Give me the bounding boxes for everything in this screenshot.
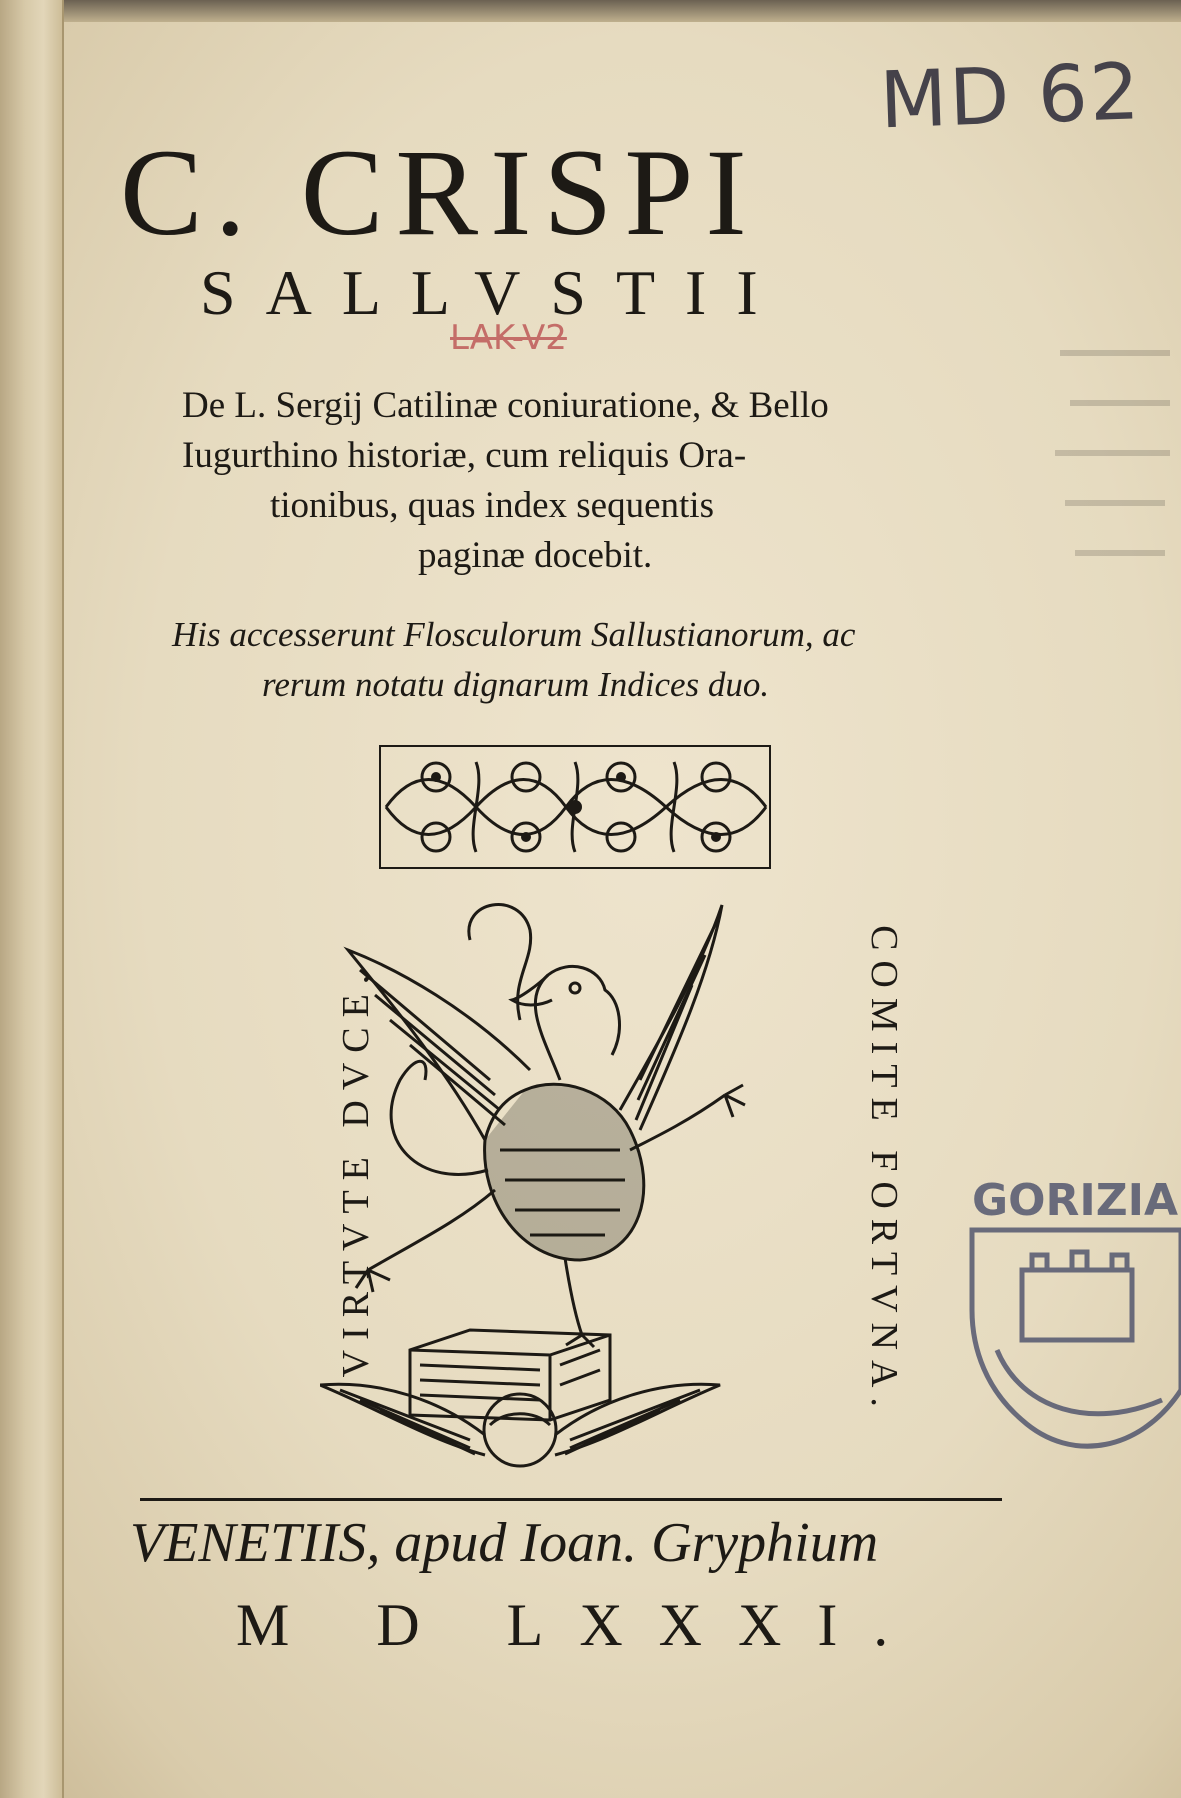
description-line: De L. Sergij Catilinæ coniuratione, & Bello — [182, 385, 829, 426]
book-top-edge — [0, 0, 1181, 22]
device-motto-right: COMITE FORTVNA. — [863, 925, 905, 1417]
device-motto-left: VIRTVTE DVCE, — [335, 964, 377, 1378]
imprint-line: VENETIIS, apud Ioan. Gryphium — [130, 1512, 879, 1574]
red-pencil-mark: LAK-V2 — [450, 318, 567, 358]
title-name-line: SALLVSTII — [200, 257, 788, 328]
griffin-printer-device — [320, 880, 820, 1470]
addition-line: His accesserunt Flosculorum Sallustianorum, ac — [172, 615, 856, 654]
library-stamp — [962, 1160, 1181, 1470]
description-line: paginæ docebit. — [418, 535, 653, 576]
addition-line: rerum notatu dignarum Indices duo. — [262, 665, 770, 704]
bleed-through-text — [1050, 340, 1181, 580]
description-line: tionibus, quas index sequentis — [270, 485, 714, 526]
horizontal-rule — [140, 1498, 1002, 1501]
handwritten-shelfmark: MD 62 — [878, 47, 1143, 147]
book-gutter — [0, 0, 64, 1798]
imprint-year: M D LXXXI. — [236, 1592, 925, 1658]
stamp-text: GORIZIA — [972, 1175, 1179, 1226]
title-author-line: C. CRISPI — [120, 124, 759, 261]
printer-ornament-band — [376, 742, 774, 872]
description-line: Iugurthino historiæ, cum reliquis Ora- — [182, 435, 747, 476]
